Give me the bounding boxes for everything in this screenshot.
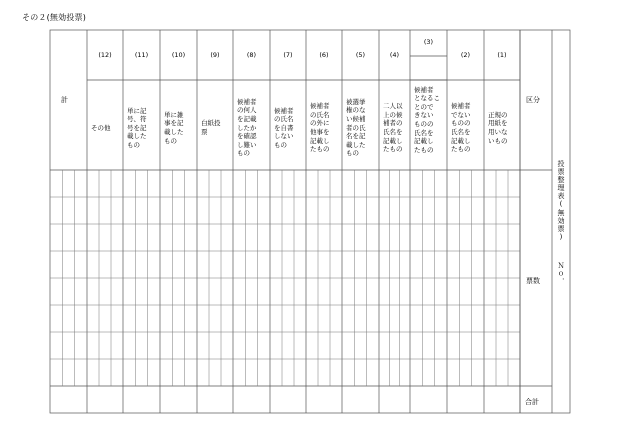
column-label: 白紙投 票 [201,119,221,136]
column-label: 正規の 用紙を 用いな いもの [488,110,508,145]
column-number: (4) [389,51,400,59]
side-number: Ｎｏ． [557,262,565,286]
column-number: (9) [210,51,220,59]
column-lines [87,30,520,413]
column-number: (8) [246,51,257,59]
column-number: (1) [497,51,507,59]
column-label: 単に雑 事を記 載した もの [164,110,184,145]
column-number: (7) [283,51,293,59]
side-title: 投票整理表(無効票) [557,160,565,242]
total-column-label: 計 [61,96,68,104]
table-border [50,30,570,413]
column-label: 被選挙 権のな い候補 者の氏 名を記 載した もの [346,97,366,158]
category-label: 区分 [526,96,540,104]
column-number: (12) [98,51,112,59]
column-number: (5) [355,51,366,59]
column-label: 二人以 上の候 補者の 氏名を 記載し たもの [383,102,403,154]
page-title: その２(無効投票) [22,13,87,22]
column-number: (6) [319,51,329,59]
column-label: 候補者 でない ものの 氏名を 記載し たもの [451,102,471,154]
column-number: (2) [460,51,471,59]
column-number: (10) [171,51,186,59]
column-label: 候補者 となるこ とので きない ものの 氏名を 記載し たもの [414,85,440,154]
column-number: (3) [423,38,434,46]
sum-label: 合計 [525,398,539,406]
column-label: 候補者 の何人 を記載 したか を確認 し難い もの [237,97,257,158]
votes-label: 票数 [526,277,540,285]
column-label: 単に記 号、符 号を記 載した もの [127,106,147,149]
column-label: 候補者 の氏名 を自書 しない もの [274,106,294,149]
column-label: その他 [91,123,111,132]
column-label: 候補者 の氏名 の外に 他事を 記載し たもの [310,102,330,154]
column-number: (11) [134,51,149,59]
